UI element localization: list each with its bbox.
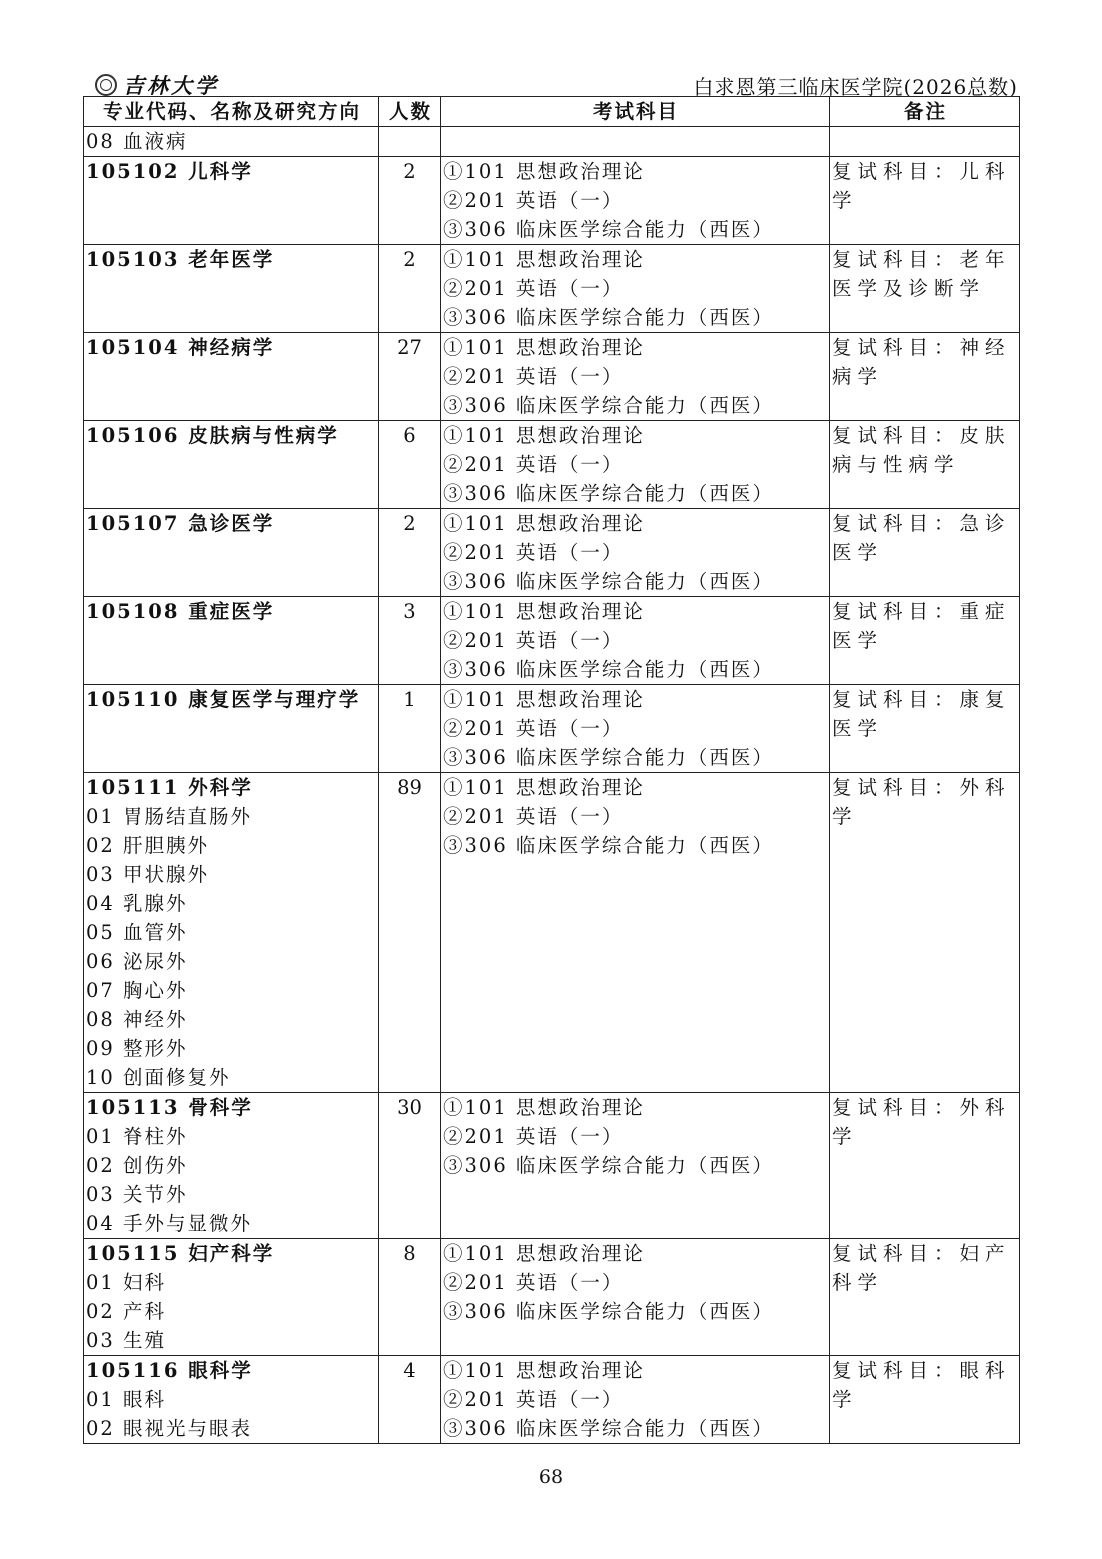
major-name: 105103 老年医学: [86, 248, 275, 271]
table-row: [84, 685, 1020, 773]
subjects-cell: [441, 685, 830, 773]
exam-subject: ③306 临床医学综合能力（西医）: [443, 482, 774, 505]
major-cell: [84, 1356, 379, 1444]
exam-subject: ①101 思想政治理论: [443, 1096, 645, 1119]
direction-item: 01 眼科: [86, 1388, 167, 1411]
note-cell: 复试科目：皮肤病与性病学: [830, 421, 1020, 509]
note-cell: 复试科目：外科学: [830, 1093, 1020, 1239]
direction-item: 03 生殖: [86, 1329, 167, 1352]
subjects-cell: [441, 245, 830, 333]
direction-item: 08 神经外: [86, 1008, 188, 1031]
admissions-table: [83, 96, 1020, 1444]
direction-item: 03 甲状腺外: [86, 863, 210, 886]
note-cell: 复试科目：老年医学及诊断学: [830, 245, 1020, 333]
major-cell: [84, 157, 379, 245]
note-cell: 复试科目：儿科学: [830, 157, 1020, 245]
major-name: 105110 康复医学与理疗学: [86, 688, 361, 711]
major-cell: [84, 509, 379, 597]
subjects-cell: [441, 597, 830, 685]
subjects-cell: [441, 509, 830, 597]
exam-subject: ②201 英语（一）: [443, 629, 624, 652]
direction-item: 04 乳腺外: [86, 892, 188, 915]
direction-item: 07 胸心外: [86, 979, 188, 1002]
exam-subject: ③306 临床医学综合能力（西医）: [443, 834, 774, 857]
exam-subject: ②201 英语（一）: [443, 1125, 624, 1148]
exam-subject: ①101 思想政治理论: [443, 1242, 645, 1265]
college-title: 白求恩第三临床医学院(2026总数): [693, 75, 1018, 99]
enrollment-count: 1: [379, 685, 441, 773]
exam-subject: ③306 临床医学综合能力（西医）: [443, 218, 774, 241]
subjects-cell: [441, 333, 830, 421]
subjects-cell: [441, 1356, 830, 1444]
subjects-cell: [441, 157, 830, 245]
direction-item: 03 关节外: [86, 1183, 188, 1206]
direction-item: 08 血液病: [86, 130, 188, 153]
table-row: [84, 157, 1020, 245]
note-cell: 复试科目：眼科学: [830, 1356, 1020, 1444]
major-cell: [84, 1093, 379, 1239]
major-name: 105115 妇产科学: [86, 1242, 275, 1265]
enrollment-count: 27: [379, 333, 441, 421]
direction-item: 01 妇科: [86, 1271, 167, 1294]
subjects-cell: [441, 421, 830, 509]
exam-subject: ②201 英语（一）: [443, 189, 624, 212]
header-note: 备注: [830, 97, 1020, 127]
major-name: 105108 重症医学: [86, 600, 275, 623]
major-cell: [84, 421, 379, 509]
exam-subject: ②201 英语（一）: [443, 1388, 624, 1411]
exam-subject: ②201 英语（一）: [443, 365, 624, 388]
logo-text: 吉林大学: [123, 73, 219, 98]
major-name: 105106 皮肤病与性病学: [86, 424, 339, 447]
exam-subject: ③306 临床医学综合能力（西医）: [443, 1154, 774, 1177]
exam-subject: ①101 思想政治理论: [443, 424, 645, 447]
note-cell: 复试科目：神经病学: [830, 333, 1020, 421]
table-row: [84, 1093, 1020, 1239]
exam-subject: ③306 临床医学综合能力（西医）: [443, 394, 774, 417]
header-major: 专业代码、名称及研究方向: [84, 97, 379, 127]
major-name: 105104 神经病学: [86, 336, 275, 359]
direction-item: 05 血管外: [86, 921, 188, 944]
enrollment-count: 30: [379, 1093, 441, 1239]
exam-subject: ②201 英语（一）: [443, 453, 624, 476]
exam-subject: ①101 思想政治理论: [443, 248, 645, 271]
table-row: [84, 1239, 1020, 1356]
note-cell: 复试科目：妇产科学: [830, 1239, 1020, 1356]
exam-subject: ②201 英语（一）: [443, 1271, 624, 1294]
direction-item: 06 泌尿外: [86, 950, 188, 973]
exam-subject: ③306 临床医学综合能力（西医）: [443, 746, 774, 769]
exam-subject: ③306 临床医学综合能力（西医）: [443, 570, 774, 593]
enrollment-count: 89: [379, 773, 441, 1093]
table-row: [84, 773, 1020, 1093]
subjects-cell: [441, 1239, 830, 1356]
exam-subject: ②201 英语（一）: [443, 277, 624, 300]
note-cell: 复试科目：重症医学: [830, 597, 1020, 685]
exam-subject: ①101 思想政治理论: [443, 600, 645, 623]
direction-item: 02 创伤外: [86, 1154, 188, 1177]
exam-subject: ①101 思想政治理论: [443, 1359, 645, 1382]
exam-subject: ②201 英语（一）: [443, 541, 624, 564]
table-row: [84, 245, 1020, 333]
major-name: 105111 外科学: [86, 776, 253, 799]
header-count: 人数: [379, 97, 441, 127]
exam-subject: ③306 临床医学综合能力（西医）: [443, 1300, 774, 1323]
direction-item: 01 胃肠结直肠外: [86, 805, 253, 828]
table-row: [84, 421, 1020, 509]
note-cell: 复试科目：康复医学: [830, 685, 1020, 773]
direction-item: 02 肝胆胰外: [86, 834, 210, 857]
page-header: [83, 68, 1018, 99]
major-cell: [84, 773, 379, 1093]
enrollment-count: 2: [379, 157, 441, 245]
note-cell: 复试科目：急诊医学: [830, 509, 1020, 597]
exam-subject: ③306 临床医学综合能力（西医）: [443, 306, 774, 329]
subjects-cell: [441, 1093, 830, 1239]
major-cell: [84, 1239, 379, 1356]
enrollment-count: 6: [379, 421, 441, 509]
table-row: [84, 1356, 1020, 1444]
table-row: [84, 333, 1020, 421]
major-cell: [84, 333, 379, 421]
direction-item: 10 创面修复外: [86, 1066, 231, 1089]
exam-subject: ①101 思想政治理论: [443, 776, 645, 799]
table-row: [84, 509, 1020, 597]
exam-subject: ①101 思想政治理论: [443, 688, 645, 711]
header-subjects: 考试科目: [441, 97, 830, 127]
enrollment-count: 2: [379, 509, 441, 597]
subjects-cell: [441, 773, 830, 1093]
direction-item: 02 眼视光与眼表: [86, 1417, 253, 1440]
enrollment-count: 8: [379, 1239, 441, 1356]
enrollment-count: 4: [379, 1356, 441, 1444]
exam-subject: ①101 思想政治理论: [443, 336, 645, 359]
exam-subject: ③306 临床医学综合能力（西医）: [443, 1417, 774, 1440]
major-name: 105116 眼科学: [86, 1359, 253, 1382]
major-name: 105113 骨科学: [86, 1096, 253, 1119]
major-name: 105102 儿科学: [86, 160, 253, 183]
note-cell: 复试科目：外科学: [830, 773, 1020, 1093]
major-cell: [84, 245, 379, 333]
direction-item: 04 手外与显微外: [86, 1212, 253, 1235]
table-row-continued: [84, 127, 1020, 157]
page-number: 68: [538, 1466, 564, 1488]
table-row: [84, 597, 1020, 685]
exam-subject: ①101 思想政治理论: [443, 160, 645, 183]
enrollment-count: 2: [379, 245, 441, 333]
enrollment-count: 3: [379, 597, 441, 685]
direction-item: 09 整形外: [86, 1037, 188, 1060]
exam-subject: ③306 临床医学综合能力（西医）: [443, 658, 774, 681]
university-seal-icon: [95, 74, 117, 96]
major-name: 105107 急诊医学: [86, 512, 275, 535]
exam-subject: ①101 思想政治理论: [443, 512, 645, 535]
exam-subject: ②201 英语（一）: [443, 805, 624, 828]
exam-subject: ②201 英语（一）: [443, 717, 624, 740]
direction-item: 02 产科: [86, 1300, 167, 1323]
table-header-row: [84, 97, 1020, 127]
major-cell: [84, 597, 379, 685]
major-cell: [84, 685, 379, 773]
direction-item: 01 脊柱外: [86, 1125, 188, 1148]
